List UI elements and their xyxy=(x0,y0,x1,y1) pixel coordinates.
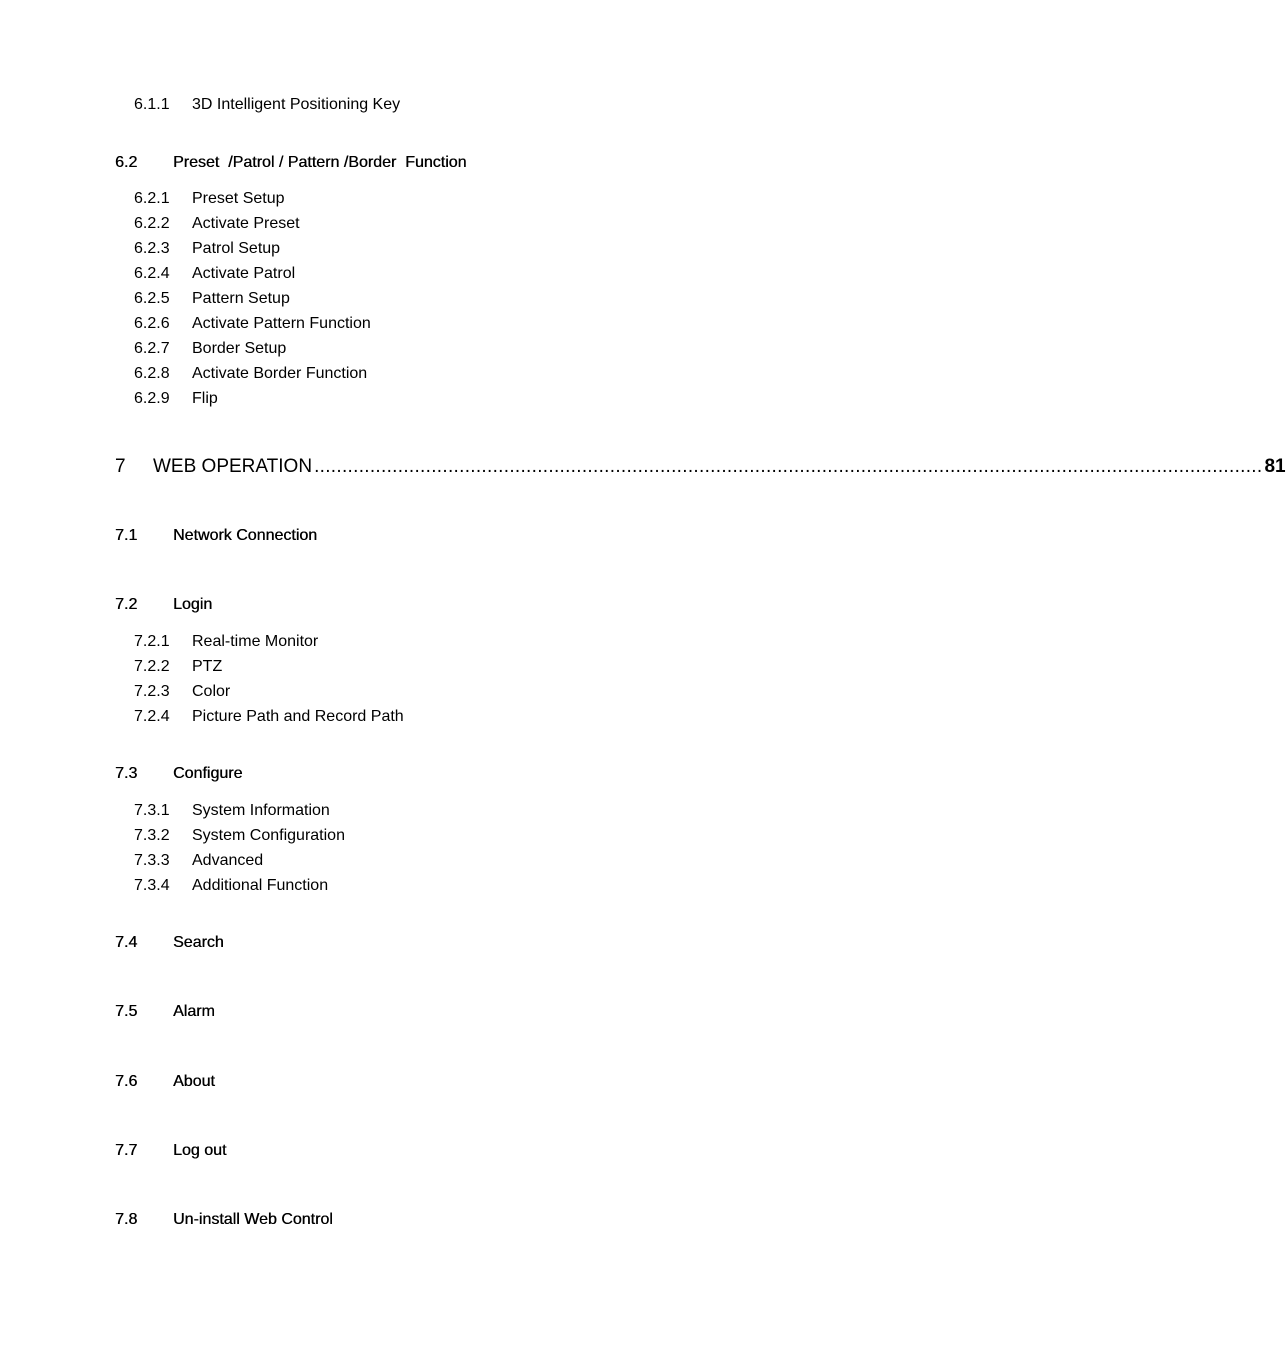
entry-title: Picture Path and Record Path xyxy=(192,708,404,725)
entry-title: Activate Preset xyxy=(192,215,300,232)
entry-number: 7.2.1 xyxy=(134,633,170,650)
entry-number: 6.2.6 xyxy=(134,315,170,332)
section-number: 7.7 xyxy=(115,1142,138,1159)
entry-number: 6.2.5 xyxy=(134,290,170,307)
entry-title: Color xyxy=(192,683,231,700)
section-number: 7.4 xyxy=(115,934,138,951)
entry-title: System Information xyxy=(192,802,330,819)
entry-number: 7.3.4 xyxy=(134,877,170,894)
section-number: 7.8 xyxy=(115,1211,138,1228)
dot-leader: .......................................................................................................................................................................... xyxy=(314,456,1263,477)
entry-title: Activate Border Function xyxy=(192,365,368,382)
section-title: Preset /Patrol / Pattern /Border Function xyxy=(173,154,467,171)
entry-title: Additional Function xyxy=(192,877,329,894)
entry-number: 7.2.2 xyxy=(134,658,170,675)
section-title: Alarm xyxy=(173,1003,215,1020)
section-number: 7.1 xyxy=(115,527,138,544)
entry-number: 6.1.1 xyxy=(134,96,170,113)
entry-title: Preset Setup xyxy=(192,190,285,207)
entry-title: Patrol Setup xyxy=(192,240,281,257)
section-number: 7.5 xyxy=(115,1003,138,1020)
section-title: Search xyxy=(173,934,224,951)
section-title: About xyxy=(173,1073,215,1090)
entry-number: 6.2.4 xyxy=(134,265,170,282)
section-title: Un-install Web Control xyxy=(173,1211,333,1228)
entry-title: Pattern Setup xyxy=(192,290,290,307)
entry-title: Flip xyxy=(192,390,218,407)
section-number: 7.2 xyxy=(115,596,138,613)
section-number: 7.6 xyxy=(115,1073,138,1090)
entry-title: Real-time Monitor xyxy=(192,633,319,650)
entry-number: 6.2.8 xyxy=(134,365,170,382)
entry-number: 7.2.4 xyxy=(134,708,170,725)
section-title: Configure xyxy=(173,765,243,782)
section-number: 6.2 xyxy=(115,154,138,171)
entry-number: 6.2.9 xyxy=(134,390,170,407)
chapter-page-number: 81 xyxy=(1264,456,1286,477)
entry-title: PTZ xyxy=(192,658,223,675)
toc-chapter-7[interactable] xyxy=(115,455,1286,479)
entry-title: 3D Intelligent Positioning Key xyxy=(192,96,401,113)
entry-number: 6.2.1 xyxy=(134,190,170,207)
section-title: Login xyxy=(173,596,213,613)
chapter-number: 7 xyxy=(115,456,126,477)
entry-number: 6.2.2 xyxy=(134,215,170,232)
entry-number: 6.2.7 xyxy=(134,340,170,357)
entry-title: System Configuration xyxy=(192,827,345,844)
entry-number: 6.2.3 xyxy=(134,240,170,257)
entry-number: 7.2.3 xyxy=(134,683,170,700)
section-number: 7.3 xyxy=(115,765,138,782)
section-title: Log out xyxy=(173,1142,227,1159)
entry-number: 7.3.3 xyxy=(134,852,170,869)
entry-title: Activate Pattern Function xyxy=(192,315,371,332)
entry-number: 7.3.1 xyxy=(134,802,170,819)
chapter-title: WEB OPERATION xyxy=(153,456,313,477)
entry-title: Border Setup xyxy=(192,340,287,357)
entry-title: Advanced xyxy=(192,852,264,869)
section-title: Network Connection xyxy=(173,527,318,544)
entry-number: 7.3.2 xyxy=(134,827,170,844)
entry-title: Activate Patrol xyxy=(192,265,296,282)
